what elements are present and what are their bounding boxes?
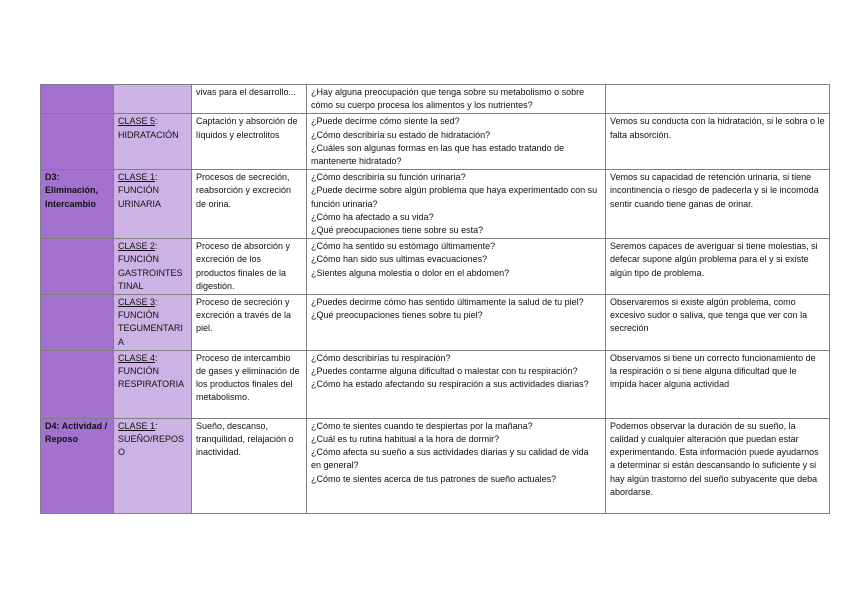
class-colon: : xyxy=(155,297,158,308)
table-row xyxy=(41,85,830,114)
domain-cell xyxy=(41,239,114,295)
questions-cell xyxy=(307,85,606,114)
class-cell xyxy=(114,114,192,170)
questions-cell xyxy=(307,295,606,351)
questions-cell xyxy=(307,418,606,513)
class-title: SUEÑO/REPOS O xyxy=(118,434,185,458)
table-row xyxy=(41,170,830,239)
question-text: ¿Cuáles son algunas formas en las que has estado tratando de mantenerte hidratado? xyxy=(311,142,565,167)
objective-cell xyxy=(606,350,830,418)
class-colon: : xyxy=(155,241,158,252)
question-text: ¿Puede decirme cómo siente la sed? xyxy=(311,116,460,127)
question-text: ¿Hay alguna preocupación que tenga sobre su metabolismo o sobre cómo su cuerpo procesa los alimentos y los nutrientes? xyxy=(311,87,585,111)
objective-text: Vemos su conducta con la hidratación, si le sobra o le falta absorción. xyxy=(610,116,825,140)
definition-cell xyxy=(192,114,307,170)
questions-cell xyxy=(307,239,606,295)
domain-cell xyxy=(41,114,114,170)
question-text: ¿Cómo ha afectado a su vida? xyxy=(311,211,434,222)
question-text: ¿Puede decirme sobre algún problema que haya experimentado con su función urinaria? xyxy=(311,185,598,209)
definition-text: Proceso de intercambio de gases y eliminación de los productos finales del metabolismo. xyxy=(196,352,300,403)
class-cell xyxy=(114,295,192,351)
table-row xyxy=(41,418,830,513)
table-row xyxy=(41,114,830,170)
question-text: ¿Qué preocupaciones tiene sobre su esta? xyxy=(311,225,484,236)
table-body xyxy=(41,85,830,514)
objective-text: Vemos su capacidad de retención urinaria, si tiene incontinencia o riesgo de padecerla y si le incomoda sentir cuando tiene ganas de orinar. xyxy=(610,172,819,209)
class-cell xyxy=(114,350,192,418)
question-text: ¿Cómo te sientes cuando te despiertas por la mañana? xyxy=(311,420,533,431)
definition-text: Captación y absorción de líquidos y electrolitos xyxy=(196,116,298,140)
question-text: ¿Cómo han sido sus ultimas evacuaciones? xyxy=(311,254,488,265)
class-title: FUNCIÓN GASTROINTES TINAL xyxy=(118,254,183,291)
definition-cell xyxy=(192,170,307,239)
class-title: FUNCIÓN TEGUMENTARI A xyxy=(118,310,183,347)
question-text: ¿Puedes decirme cómo has sentido últimamente la salud de tu piel? xyxy=(311,297,584,308)
class-title: HIDRATACIÓN xyxy=(118,129,179,140)
questions-cell xyxy=(307,114,606,170)
class-name: CLASE 2 xyxy=(118,241,156,252)
definition-cell xyxy=(192,239,307,295)
objective-text: Observamos si tiene un correcto funcionamiento de la respiración o si tiene alguna dificultad que le impida hacer alguna actividad xyxy=(610,352,816,390)
domain-cell xyxy=(41,295,114,351)
table-row xyxy=(41,239,830,295)
definition-cell xyxy=(192,418,307,513)
definition-cell xyxy=(192,350,307,418)
table-row xyxy=(41,350,830,418)
question-text: ¿Cómo describiría su estado de hidratación? xyxy=(311,129,491,140)
class-name: CLASE 1 xyxy=(118,172,156,183)
question-text: ¿Cómo describirías tu respiración? xyxy=(311,352,451,363)
class-title: FUNCIÓN RESPIRATORIA xyxy=(118,366,185,390)
domain-cell xyxy=(41,170,114,239)
question-text: ¿Cómo te sientes acerca de tus patrones de sueño actuales? xyxy=(311,473,557,484)
domain-cell xyxy=(41,418,114,513)
question-text: ¿Cómo afecta su sueño a sus actividades diarias y su calidad de vida en general? xyxy=(311,447,589,471)
questions-cell xyxy=(307,350,606,418)
objective-text: Seremos capaces de averiguar si tiene molestias, si defecar supone algún problema para el y si existe algún tipo de problema. xyxy=(610,241,818,278)
class-name: CLASE 5 xyxy=(118,116,156,127)
question-text: ¿Puedes contarme alguna dificultad o malestar con tu respiración? xyxy=(311,366,578,377)
domain-label: D3: Eliminación, Intercambio xyxy=(45,172,99,209)
objective-text: Podemos observar la duración de su sueño, la calidad y cualquier alteración que puedan estar experimentando. Esta información puede ayudarnos a determinar si están descansando lo suficiente y si hay algún trastorno del sueño subyacente que deba abordarse. xyxy=(610,420,819,497)
class-colon: : xyxy=(155,352,158,363)
definition-text: Procesos de secreción, reabsorción y excreción de orina. xyxy=(196,172,292,209)
class-title: FUNCIÓN URINARIA xyxy=(118,185,162,209)
class-colon: : xyxy=(155,420,158,431)
objective-text: Observaremos si existe algún problema, como excesivo sudor o saliva, que tenga que ver con la secreción xyxy=(610,297,808,334)
question-text: ¿Cómo ha estado afectando su respiración a sus actividades diarias? xyxy=(311,379,589,390)
question-text: ¿Cómo describiría su función urinaria? xyxy=(311,172,466,183)
domain-cell xyxy=(41,85,114,114)
class-cell xyxy=(114,418,192,513)
class-colon: : xyxy=(155,116,158,127)
objective-cell xyxy=(606,170,830,239)
class-cell xyxy=(114,239,192,295)
objective-cell xyxy=(606,114,830,170)
table-row xyxy=(41,295,830,351)
class-cell xyxy=(114,85,192,114)
question-text: ¿Qué preocupaciones tienes sobre tu piel? xyxy=(311,310,483,321)
question-text: ¿Cuál es tu rutina habitual a la hora de dormir? xyxy=(311,434,500,445)
class-cell xyxy=(114,170,192,239)
objective-cell xyxy=(606,295,830,351)
class-name: CLASE 3 xyxy=(118,297,156,308)
definition-text: Proceso de secreción y excreción a través de la piel. xyxy=(196,297,292,334)
objective-cell xyxy=(606,418,830,513)
definition-text: vivas para el desarrollo... xyxy=(196,87,297,97)
question-text: ¿Sientes alguna molestia o dolor en el abdomen? xyxy=(311,267,510,278)
definition-text: Sueño, descanso, tranquilidad, relajación o inactividad. xyxy=(196,420,294,458)
class-name: CLASE 1 xyxy=(118,420,156,431)
definition-text: Proceso de absorción y excreción de los productos finales de la digestión. xyxy=(196,241,291,291)
nanda-domains-table xyxy=(40,84,830,514)
class-colon: : xyxy=(155,172,158,183)
questions-cell xyxy=(307,170,606,239)
domain-label: D4: Actividad / Reposo xyxy=(45,420,108,445)
objective-cell xyxy=(606,85,830,114)
objective-cell xyxy=(606,239,830,295)
question-text: ¿Cómo ha sentido su estómago últimamente? xyxy=(311,241,496,252)
definition-cell xyxy=(192,85,307,114)
domain-cell xyxy=(41,350,114,418)
definition-cell xyxy=(192,295,307,351)
class-name: CLASE 4 xyxy=(118,352,156,363)
